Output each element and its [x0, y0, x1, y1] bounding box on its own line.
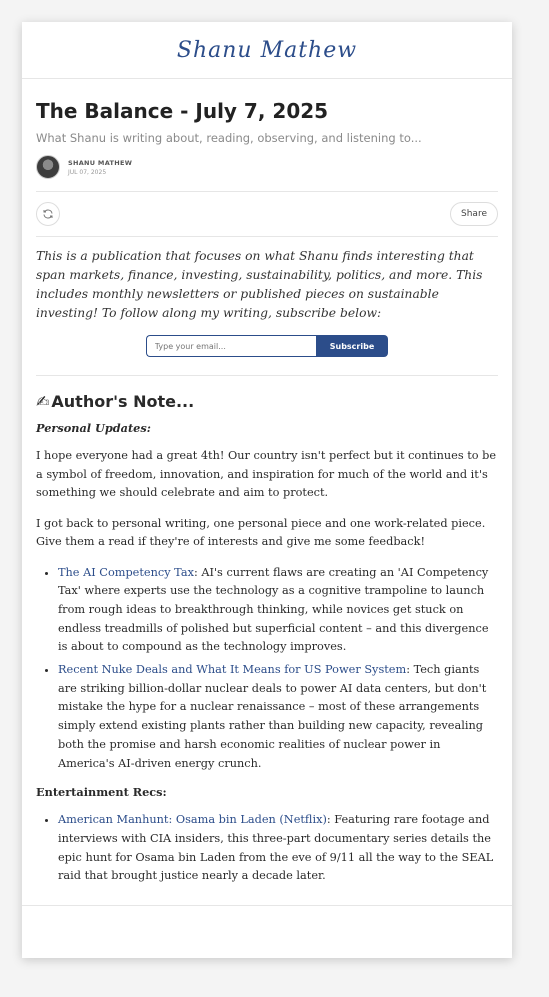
- article-link[interactable]: The AI Competency Tax: [58, 565, 194, 579]
- recommendation-link[interactable]: American Manhunt: Osama bin Laden (Netflix): [58, 813, 327, 827]
- writing-hand-icon: ✍: [36, 392, 50, 411]
- personal-updates-label: Personal Updates:: [36, 421, 151, 435]
- email-input[interactable]: [146, 335, 316, 357]
- logo-bar: [22, 22, 512, 79]
- subscribe-form: [36, 335, 498, 357]
- post-subtitle: What Shanu is writing about, reading, observing, and listening to...: [36, 131, 422, 145]
- list-item: • The AI Competency Tax: AI's current flaws are creating an 'AI Competency Tax' where experts use the technology as a cognitive trampoline to launch from rough ideas to breakthrough thinking, while novices get stuck on endless treadmills of polished but superficial content – and this divergence is about to compound as the technology improves.: [58, 564, 498, 658]
- post-content: [22, 99, 512, 886]
- entertainment-label: Entertainment Recs:: [36, 785, 167, 800]
- divider: [36, 375, 498, 376]
- list-item: • American Manhunt: Osama bin Laden (Netflix): Featuring rare footage and interviews with CIA insiders, this three-part documentary series details the epic hunt for Osama bin Laden from the eve of 9/11 all the way to the SEAL raid that brought justice nearly a decade later.: [58, 811, 498, 886]
- authors-note-heading: ✍ Author's Note...: [36, 392, 195, 411]
- intro-text: This is a publication that focuses on what Shanu finds interesting that span markets, finance, investing, sustainability, politics, and more. This includes monthly newsletters or published pieces on sustainable investing! To follow along my writing, subscribe below:: [36, 249, 483, 320]
- personal-list: [36, 564, 498, 774]
- byline: [36, 155, 498, 179]
- subscribe-button[interactable]: Subscribe: [316, 335, 389, 357]
- bottom-bar: [22, 905, 512, 958]
- avatar[interactable]: [36, 155, 60, 179]
- paragraph: I hope everyone had a great 4th! Our country isn't perfect but it continues to be a symbol of freedom, innovation, and inspiration for much of the world and it's something we should celebrate and aim to protect.: [36, 449, 497, 499]
- list-item: • Recent Nuke Deals and What It Means for US Power System: Tech giants are striking billion-dollar nuclear deals to power AI data centers, but don't mistake the hype for a nuclear renaissance – most of these arrangements simply extend existing plants rather than building new capacity, revealing both the promise and harsh economic realities of nuclear power in America's AI-driven energy crunch.: [58, 661, 498, 773]
- article-link[interactable]: Recent Nuke Deals and What It Means for US Power System: [58, 663, 407, 677]
- action-row: [36, 191, 498, 237]
- post-date: JUL 07, 2025: [68, 168, 107, 176]
- entertainment-list: [36, 811, 498, 886]
- post-title: The Balance - July 7, 2025: [36, 99, 329, 123]
- share-button[interactable]: Share: [450, 202, 498, 226]
- refresh-icon[interactable]: [36, 202, 60, 226]
- site-logo[interactable]: Shanu Mathew: [176, 37, 358, 63]
- post-card: [22, 22, 512, 958]
- paragraph: I got back to personal writing, one personal piece and one work-related piece. Give them a read if they're of interests and give me some feedback!: [36, 516, 486, 548]
- author-name[interactable]: SHANU MATHEW: [68, 158, 133, 167]
